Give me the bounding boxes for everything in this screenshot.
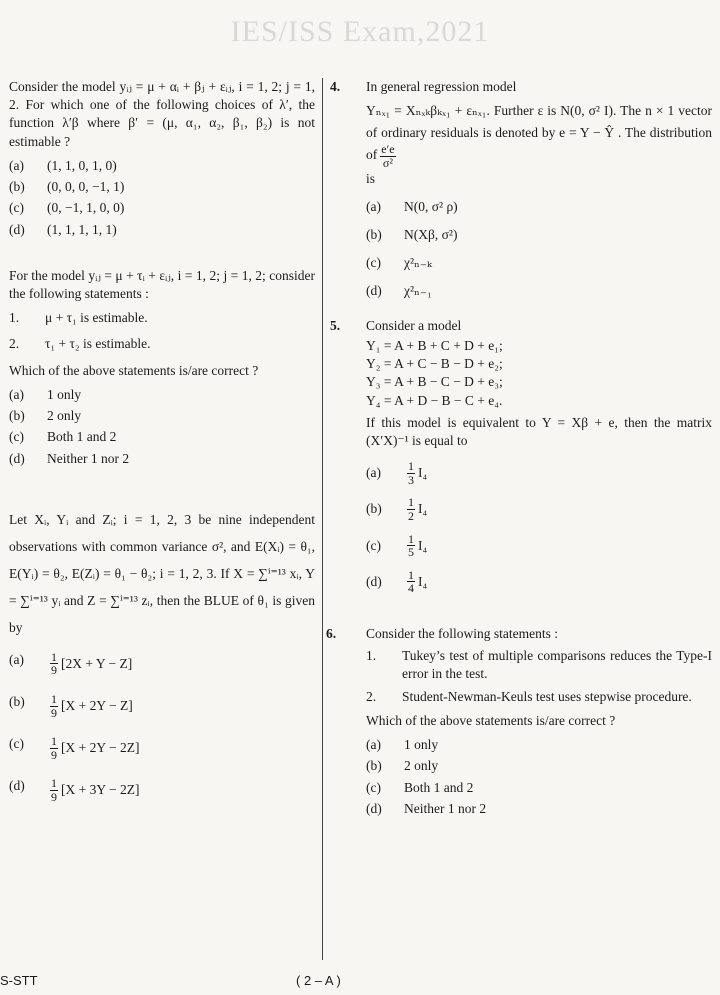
- question-6-prompt: Which of the above statements is/are correct ?: [366, 712, 616, 728]
- question-6: [326, 625, 712, 818]
- option-label: (b): [366, 758, 382, 774]
- option[interactable]: [9, 157, 315, 175]
- option[interactable]: [9, 735, 315, 761]
- question-4-stem-intro: In general regression model: [366, 79, 517, 94]
- fraction: [50, 777, 58, 803]
- option[interactable]: [366, 533, 712, 559]
- question-5-tail: If this model is equivalent to Y = Xβ + e, then the matrix (X′X)⁻¹ is equal to: [366, 414, 712, 448]
- option-text: (1, 1, 0, 1, 0): [47, 157, 117, 173]
- fraction: [50, 735, 58, 761]
- statement-text: μ + τ₁ is estimable.: [45, 310, 148, 326]
- option-text: 2 only: [47, 408, 82, 424]
- option[interactable]: [366, 254, 712, 272]
- option-label: (a): [9, 386, 24, 402]
- option-text: Neither 1 nor 2: [47, 450, 130, 466]
- statement-number: 2.: [9, 336, 20, 352]
- statement-text: Tukey’s test of multiple comparisons reduces the Type-I error in the test.: [402, 648, 712, 682]
- question-number: 6.: [326, 625, 337, 641]
- statement-number: 1.: [366, 648, 377, 664]
- option-text: I₄: [418, 537, 428, 553]
- option-label: (c): [9, 736, 24, 752]
- option[interactable]: [366, 800, 712, 818]
- option-label: (a): [366, 198, 381, 214]
- option-label: (c): [9, 429, 24, 445]
- right-column: [326, 78, 712, 821]
- question-4-stem-text: Yₙₓ₁ = Xₙₓₖβₖₓ₁ + εₙₓ₁. Further ε is N(0, σ² I). The n × 1 vector of ordinary residuals is denoted by e = Y − Ŷ . The distribution of: [366, 103, 712, 163]
- statement-text: τ₁ + τ₂ is estimable.: [45, 336, 151, 352]
- option-text: [X + 3Y − 2Z]: [61, 782, 140, 798]
- statement-number: 1.: [9, 310, 20, 326]
- statement: [9, 309, 315, 327]
- option-label: (b): [366, 227, 382, 243]
- option-text: 2 only: [404, 758, 439, 774]
- option[interactable]: [366, 736, 712, 754]
- page-number: ( 2 – A ): [296, 973, 341, 988]
- question-1: [9, 78, 315, 239]
- fraction-numerator: 1: [51, 691, 57, 706]
- option-text: [X + 2Y − 2Z]: [61, 740, 140, 756]
- fraction-numerator: 1: [51, 734, 57, 749]
- option-text: [2X + Y − Z]: [61, 655, 133, 671]
- option-text: Both 1 and 2: [47, 429, 117, 445]
- question-2-stem: For the model yᵢⱼ = μ + τᵢ + εᵢⱼ, i = 1, 2; j = 1, 2; consider the following statements :: [9, 267, 315, 301]
- question-number: 5.: [330, 317, 341, 333]
- fraction-numerator: 1: [408, 567, 414, 582]
- paper-code: S-STT: [0, 973, 38, 988]
- option-label: (a): [366, 737, 381, 753]
- fraction: [50, 651, 58, 677]
- option-text: I₄: [418, 465, 428, 481]
- option[interactable]: [366, 460, 712, 486]
- option-label: (d): [366, 283, 382, 299]
- fraction-denominator: 3: [408, 472, 414, 487]
- option[interactable]: [366, 757, 712, 775]
- option-label: (b): [366, 501, 382, 517]
- option[interactable]: [366, 282, 712, 300]
- fraction-denominator: 9: [51, 789, 57, 804]
- statement-number: 2.: [366, 688, 377, 704]
- fraction: [407, 496, 415, 522]
- column-divider: [322, 78, 323, 960]
- option-label: (d): [366, 573, 382, 589]
- option-text: 1 only: [47, 386, 82, 402]
- option-label: (b): [9, 408, 25, 424]
- option[interactable]: [366, 496, 712, 522]
- option-text: Neither 1 nor 2: [404, 800, 487, 816]
- left-column: [9, 78, 315, 806]
- question-3: [9, 506, 315, 804]
- fraction-numerator: 1: [408, 459, 414, 474]
- option[interactable]: [366, 569, 712, 595]
- option-label: (c): [9, 200, 24, 216]
- fraction: [407, 460, 415, 486]
- question-4: [330, 78, 712, 301]
- option-text: (1, 1, 1, 1, 1): [47, 221, 117, 237]
- option[interactable]: [9, 428, 315, 446]
- option-text: Both 1 and 2: [404, 779, 474, 795]
- option-text: 1 only: [404, 737, 439, 753]
- question-2-prompt: Which of the above statements is/are correct ?: [9, 362, 259, 378]
- question-5: [330, 317, 712, 595]
- option[interactable]: [9, 693, 315, 719]
- option[interactable]: [9, 407, 315, 425]
- fraction-numerator: 1: [51, 776, 57, 791]
- fraction: [380, 143, 395, 169]
- equation: Y₂ = A + C − B − D + e₂;: [366, 356, 503, 372]
- option-label: (c): [366, 779, 381, 795]
- question-number: 4.: [330, 79, 341, 94]
- question-2: [9, 267, 315, 468]
- option[interactable]: [9, 199, 315, 217]
- fraction-denominator: 9: [51, 663, 57, 678]
- option[interactable]: [9, 221, 315, 239]
- option[interactable]: [9, 178, 315, 196]
- option-label: (d): [9, 221, 25, 237]
- option[interactable]: [9, 777, 315, 803]
- option-label: (d): [9, 450, 25, 466]
- option[interactable]: [366, 779, 712, 797]
- fraction-denominator: 2: [408, 509, 414, 523]
- statement-text: Student-Newman-Keuls test uses stepwise procedure.: [402, 688, 692, 704]
- option-text: I₄: [418, 573, 428, 589]
- fraction: [407, 569, 415, 595]
- option-text: I₄: [418, 501, 428, 517]
- statement: [9, 335, 315, 353]
- fraction-numerator: e′e: [381, 142, 395, 157]
- option-label: (d): [366, 800, 382, 816]
- statement: [366, 688, 712, 706]
- fraction: [407, 533, 415, 559]
- option-label: (c): [366, 537, 381, 553]
- option[interactable]: [9, 386, 315, 404]
- option-text: χ²ₙ₋ₖ: [404, 255, 432, 271]
- option-text: N(0, σ² ρ): [404, 198, 458, 214]
- option[interactable]: [9, 450, 315, 468]
- option-text: χ²ₙ₋₁: [404, 283, 432, 299]
- option-text: [X + 2Y − Z]: [61, 697, 133, 713]
- option-label: (d): [9, 778, 25, 794]
- equation: Y₄ = A + D − B − C + e₄.: [366, 392, 503, 408]
- question-4-stem-end: is: [366, 170, 376, 186]
- equation: Y₁ = A + B + C + D + e₁;: [366, 337, 503, 353]
- watermark: IES/ISS Exam,2021: [230, 15, 490, 48]
- option-label: (b): [9, 693, 25, 709]
- question-1-options: [9, 157, 315, 239]
- option-label: (c): [366, 255, 381, 271]
- fraction-denominator: 9: [51, 705, 57, 720]
- option[interactable]: [9, 651, 315, 677]
- fraction-denominator: σ²: [382, 156, 393, 170]
- option-label: (a): [366, 465, 381, 481]
- fraction-numerator: 1: [408, 531, 414, 546]
- option-label: (a): [9, 157, 24, 173]
- question-6-stem: Consider the following statements :: [366, 625, 558, 641]
- question-1-stem: Consider the model yᵢⱼ = μ + αᵢ + βⱼ + εᵢⱼ, i = 1, 2; j = 1, 2. For which one of the following choices of λ′, the function λ′β where β′ = (μ, α₁, α₂, β₁, β₂) is not estimable ?: [9, 79, 315, 149]
- fraction-numerator: 1: [408, 495, 414, 510]
- fraction-denominator: 9: [51, 747, 57, 762]
- equation: Y₃ = A + B − C − D + e₃;: [366, 374, 503, 390]
- fraction-denominator: 4: [408, 581, 414, 596]
- option-text: N(Xβ, σ²): [404, 227, 458, 243]
- fraction-numerator: 1: [51, 649, 57, 664]
- fraction: [50, 693, 58, 719]
- fraction-denominator: 5: [408, 545, 414, 560]
- option-text: (0, −1, 1, 0, 0): [47, 200, 125, 216]
- statement: [366, 647, 712, 683]
- option[interactable]: [366, 198, 712, 216]
- option[interactable]: [366, 226, 712, 244]
- question-5-stem: Consider a model: [366, 317, 462, 333]
- option-text: (0, 0, 0, −1, 1): [47, 179, 125, 195]
- question-4-stem: [366, 100, 712, 169]
- option-label: (b): [9, 179, 25, 195]
- option-label: (a): [9, 651, 24, 667]
- question-3-stem: Let Xᵢ, Yᵢ and Zᵢ; i = 1, 2, 3 be nine independent observations with common variance σ², and E(Xᵢ) = θ₁, E(Yᵢ) = θ₂, E(Zᵢ) = θ₁ − θ₂; i = 1, 2, 3. If X = ∑ⁱ⁼¹³ xᵢ, Y = ∑ⁱ⁼¹³ yᵢ and Z = ∑ⁱ⁼¹³ zᵢ, then the BLUE of θ₁ is given by: [9, 511, 315, 635]
